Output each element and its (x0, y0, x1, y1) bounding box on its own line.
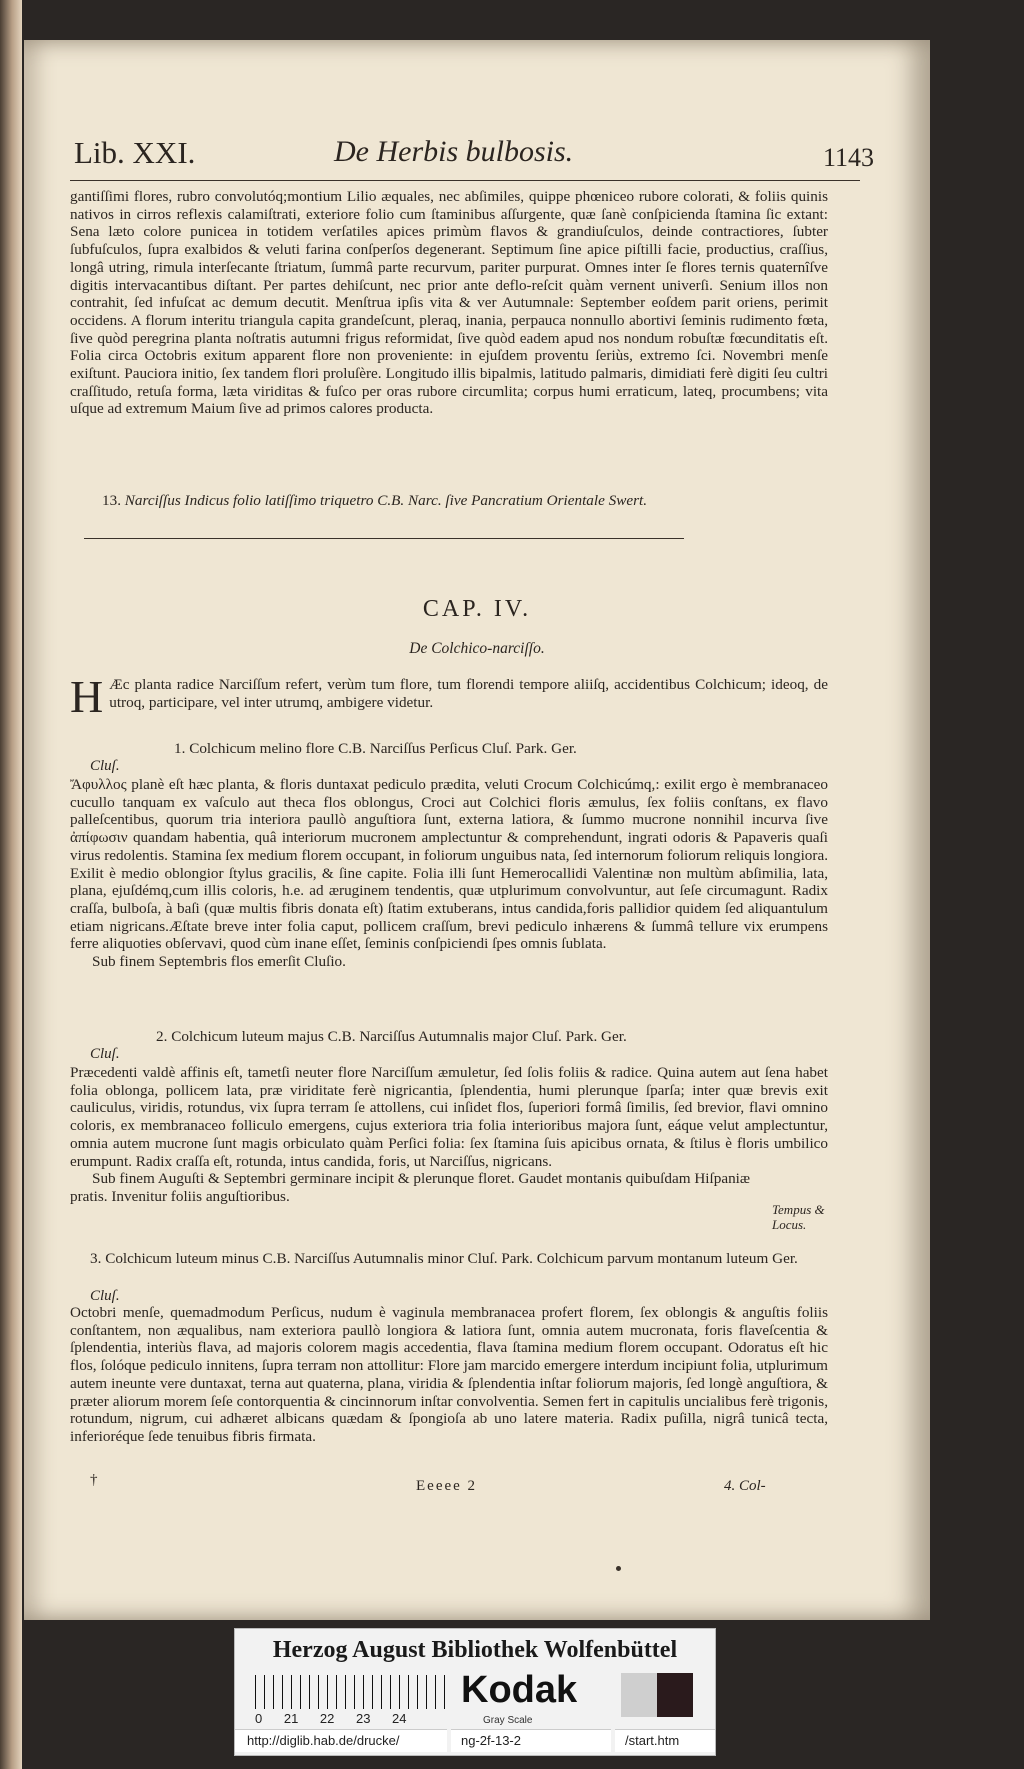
continued-paragraph (70, 188, 828, 418)
entry-1-author: Cluſ. (90, 758, 120, 774)
paragraph-text: gantiſſimi flores, rubro convolutóq;montium Lilio æquales, nec abſimiles, quippe phœniceo rubore colorati, & foliis quinis nativos in cirros reflexis calamiſtrati, exteriore folio cum ſtaminibus aſſurgente, quæ ſanè conſpicienda ſtamina ſic extant: Sena læto colore puniceа in totidem verſatiles apices primùm flavos & grandiuſculos, deinde contractiores, ſubter ſubfuſculos, ſupra exalbidos & veluti farina conſperſos degenerant. Septimum ſine apice piſtilli facie, productius, craſſius, longâ utring, rimula interſecante ſtriatum, ſummâ parte recurvum, pariter purpurat. Omnes inter ſe flores ternis quaternîſve digitis intervacantibus diſtant. Per partes dehiſcunt, nec prior ante deflo-reſcit quàm vernent univerſi. Senium illos non contrahit, ſed infuſcat ac demum decutit. Menſtrua ipſis vita & ver Autumnale: September eoſdem parit oriens, perimit occidens. A florum interitu triangula capita grandeſcunt, pleraq, inania, perpauca nonnullo abortivi ſeminis rudimento fœta, ſive quòd peregrina planta noſtratis autumni frigus reformidat, ſive quòd eadem apud nos nondum robuſtæ fœcunditatis eſt. Folia circa Octobris exitum apparent flore non proveniente: in ejuſdem proventu ſeriùs, extremo ſci. Novembri menſe exiſtunt. Pauciora initio, ſex tandem flori proluſère. Longitudo illis bipalmis, latitudo palmaris, dimidiati ferè digiti ſeu cultri craſſitudo, retuſa forma, læta viriditas & fuſco per oras rubore circumlita; corpus humi erraticum, lateq, procumbens; vita uſque ad extremum Maium ſive ad primos calores producta. (70, 188, 828, 418)
entry-1-body (70, 776, 828, 971)
entry-3-author: Cluſ. (90, 1288, 120, 1304)
section-rule (84, 538, 684, 539)
kodak-logo: Kodak (461, 1669, 578, 1711)
gray-patch-dark (657, 1673, 693, 1717)
chapter-intro (70, 671, 828, 722)
entry-2-body (70, 1064, 828, 1206)
entry-3-body (70, 1304, 828, 1446)
drop-capital: H (70, 671, 104, 722)
entry-13 (102, 492, 882, 510)
diglib-url[interactable]: http://diglib.hab.de/drucke/ (235, 1729, 447, 1752)
header-rule (70, 180, 860, 181)
ink-spot (616, 1566, 621, 1571)
entry-number: 13. (102, 492, 121, 509)
book-gutter-edge (0, 0, 22, 1769)
entry-2-author: Cluſ. (90, 1046, 120, 1062)
entry-body-text: Ἄφυλλος planè eſt hæc planta, & floris duntaxat pediculo prædita, veluti Crocum Colchicúmq,: exilit ergo è membranaceo cucullo tanquam ex vaſculo aut theca flos oblongus, Croci aut Colchici floris æmulus, ſex foliis conſtans, ex flavo palleſcentibus, quorum tria interiora paullò anguſtiora ſunt, externa latiora, & ſummo mucrone nonnihil incurva ſive ἀπίφωσιν quandam habentia, quâ interiorum mucronem amplectuntur & comprehendunt, ingrati odoris & Papaveris quaſi virus redolentis. Stamina ſex medium florem occupant, in foliorum unguibus nata, ſed internorum foliorum reliquis longiora. Exilit è medio oblongior ſtylus gracilis, & ſine capite. Folia illi ſunt Hemerocallidi Valentinæ non multùm abſimilia, lata, plana, ejuſdémq,cum illis coloris, h.e. ad æruginem tendentis, quæ utplurimum convolvuntur, aut ſeſe circumagunt. Radix craſſa, bulboſa, à baſi (quæ multis fibris donata eſt) ſtatim extuberans, intus candida,foris pallidior quidem ſed aliquantulum etiam nigricans.Æſtate breve inter folia caput, pollicem craſſum, brevi pediculo inhærens & ſummâ tellure vix erumpens ferre aliquoties obſervavi, quod cùm inane eſſet, ſeminis conſpiciendi ſpes omnis ſublata. (70, 776, 828, 953)
margin-note: Tempus & Locus. (772, 1202, 825, 1232)
start-link[interactable]: /start.htm (615, 1729, 715, 1752)
library-name: Herzog August Bibliothek Wolfenbüttel (272, 1637, 678, 1663)
intro-text: Æc planta radice Narciſſum refert, verùm tum flore, tum florendi tempore aliiſq, accidentibus Colchicum; ideoq, de utroq, participare, vel inter utrumq, ambigere videtur. (109, 676, 828, 711)
entry-3-heading: 3. Colchicum luteum minus C.B. Narciſſus Autumnalis minor Cluſ. Park. Colchicum parvum montanum luteum Ger. (90, 1250, 798, 1267)
entry-tail-text: Sub finem Auguſti & Septembri germinare incipit & plerunque floret. Gaudet montanis quibuſdam Hiſpaniæ pratis. Invenitur foliis anguſtioribus. (70, 1170, 751, 1205)
book-page (24, 40, 930, 1620)
entry-body-text: Octobri menſe, quemadmodum Perſicus, nudum è vaginula membranacea profert florem, ſex oblongis & anguſtis foliis conſtantem, non æqualibus, nam exteriora paullò longiora & latiora ſunt, omnia autem mucronata, foris flaveſcentia & ſplendentia, interiùs flava, ad majoris colorem magis accedentia, flava ſtamina medium florem occupant. Odoratus eſt hic flos, ſolóque pediculo innitens, ſupra terram non attollitur: Flore jam marcido emergere interdum incipiunt folia, utplurimum autem ineunte vere duntaxat, terna aut quaterna, plana, viridia & ſplendentia inſtar foliorum majoris, ſed longè anguſtiora, & præter aliorum morem ſeſe contorquentia & cincinnorum inſtar convolventia. Semen fert in capitulis uncialibus ferè trigonis, rotundum, nigrum, cui adhæret albicans quædam & ſpongioſa ab uno latere materia. Radix puſilla, nigrâ tunicâ tecta, inferioréque ſede tenuibus fibris firmata. (70, 1304, 828, 1445)
chapter-title: CAP. IV. (422, 596, 532, 622)
scale-numbers: 0 21 22 23 24 (255, 1711, 407, 1726)
footer-dagger: † (90, 1472, 98, 1488)
entry-2-heading: 2. Colchicum luteum majus C.B. Narciſſus Autumnalis major Cluſ. Park. Ger. (156, 1028, 627, 1045)
running-title: De Herbis bulbosis. (334, 135, 574, 168)
catchword: 4. Col- (724, 1478, 766, 1494)
library-color-bar (234, 1628, 716, 1756)
entry-1-heading: 1. Colchicum melino flore C.B. Narciſſus Perſicus Cluſ. Park. Ger. (174, 740, 577, 757)
book-number: Lib. XXI. (74, 135, 196, 170)
measurement-scale (255, 1675, 445, 1709)
entry-tail-text: Sub finem Septembris flos emerſit Cluſio. (92, 953, 346, 971)
page-header (74, 135, 874, 185)
shelfmark: ng-2f-13-2 (451, 1729, 611, 1752)
entry-body-text: Præcedenti valdè affinis eſt, tametſi neuter flore Narciſſum æmuletur, ſed ſolis foliis & radice. Quina autem aut ſena habet folia oblonga, pollicem lata, præ viriditate ferè nigricantia, ſplendentia, humi plerunque ſparſa; inter quæ brevis exit cauliculus, viridis, rotundus, vix ſupra terram ſe attollens, cui inſidet flos, ſuperiori formâ ſimilis, ſed brevior, flavi omnino coloris, ex membranaceo folliculo emergens, cujus exteriora tria folia interioribus majora ſunt, eáque velut amplectuntur, omnia autem mucrone ſunt magis orbiculato quàm Perſici folia: ſex ſtamina ſuis apicibus ornata, & ſtilus è floris umbilico erumpunt. Radix craſſa eſt, rotunda, intus candida, foris, ut Narciſſus, nigricans. (70, 1064, 828, 1170)
page-number: 1143 (822, 143, 874, 172)
signature-mark: Eeeee 2 (416, 1478, 478, 1494)
entry-heading: Narciſſus Indicus folio latiſſimo triquetro C.B. Narc. ſive Pancratium Orientale Swert. (124, 492, 648, 509)
grayscale-label: Gray Scale (483, 1715, 533, 1726)
gray-patch-light (621, 1673, 657, 1717)
chapter-subtitle: De Colchico-narciſſo. (409, 640, 545, 657)
